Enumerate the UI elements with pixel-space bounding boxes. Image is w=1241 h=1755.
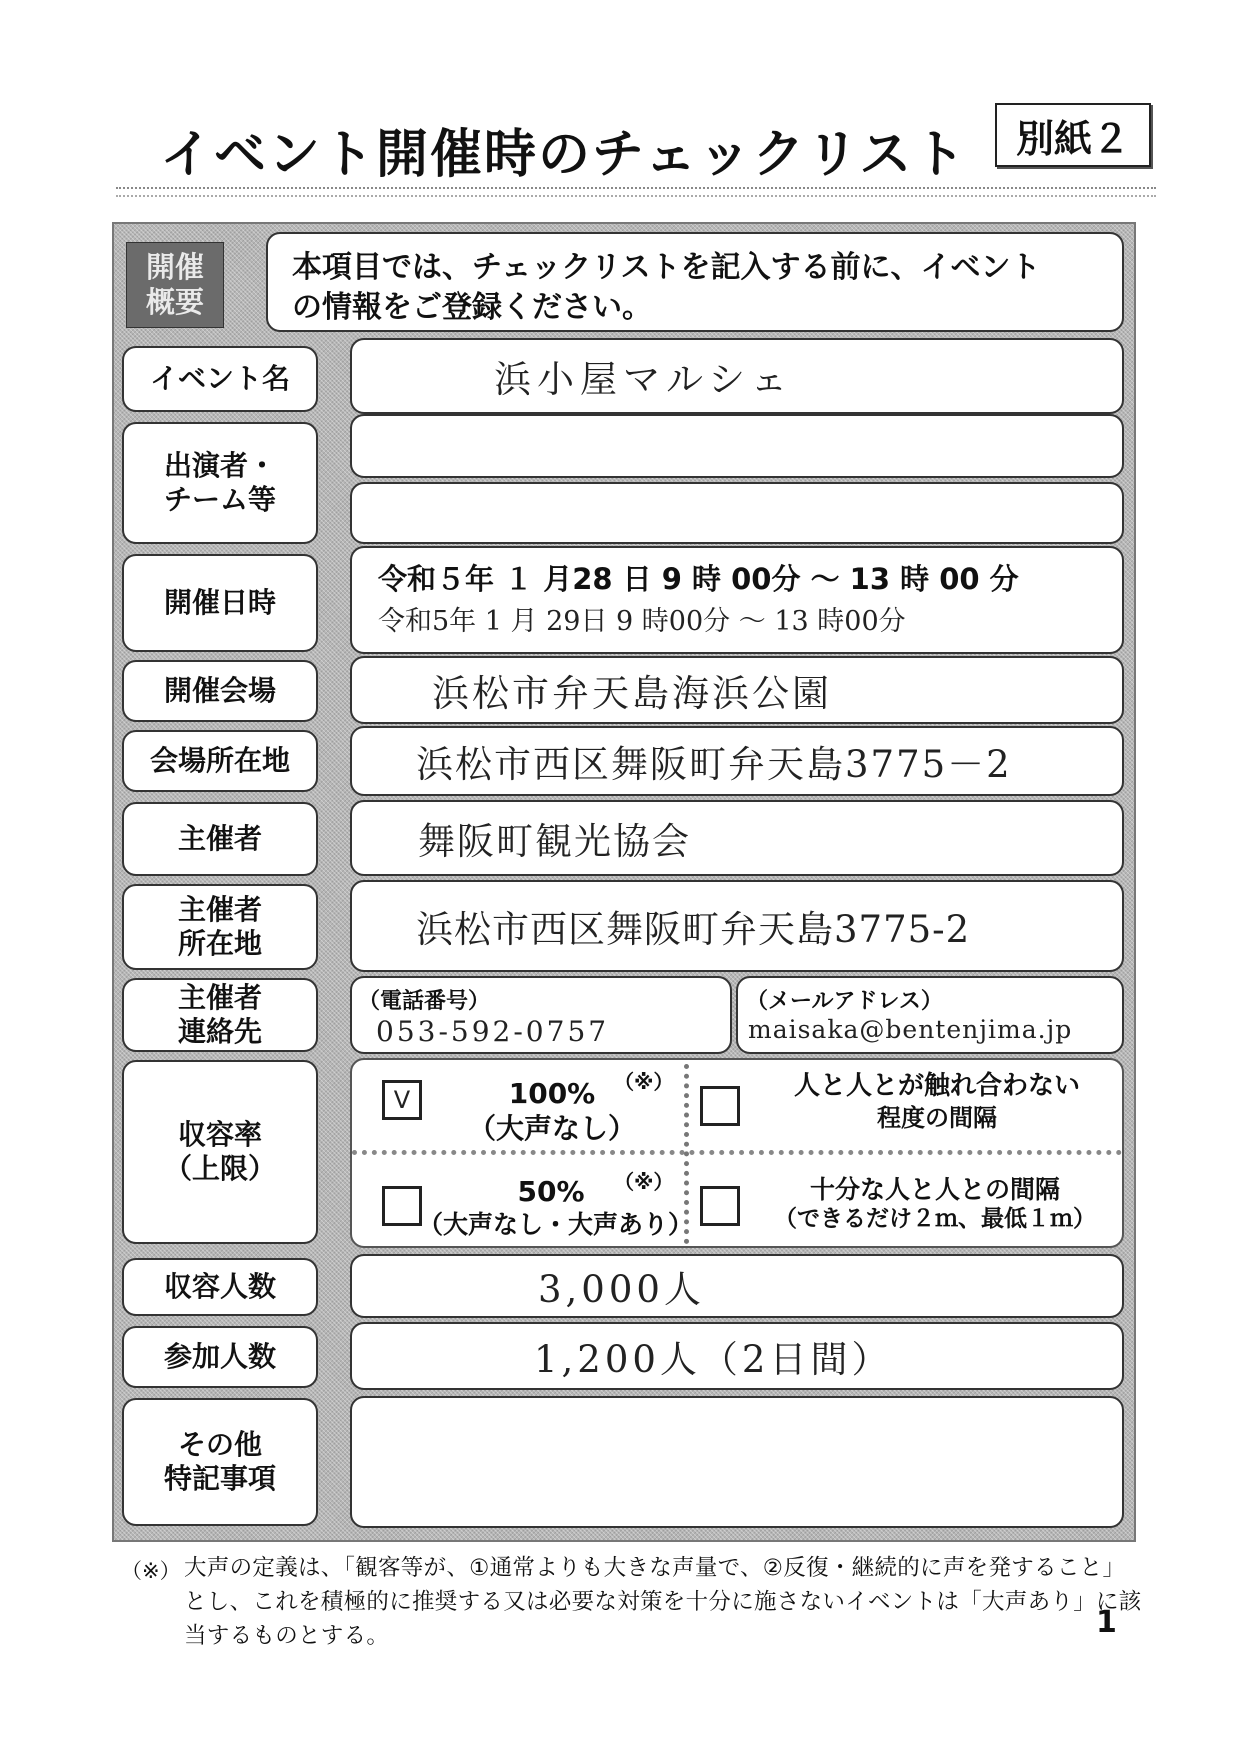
capacity-field[interactable] (350, 1254, 1124, 1318)
organizer-address-label (122, 884, 318, 970)
event-dates-label (122, 554, 318, 652)
contact-email-value: maisaka@bentenjima.jp (748, 1015, 1073, 1044)
capacity-label (122, 1258, 318, 1316)
performers-label-line1: 出演者・ (163, 448, 276, 482)
footnote-text: 大声の定義は、「観客等が、①通常よりも大きな声量で、②反復・継続的に声を発すること」とし、これを積極的に推奨する又は必要な対策を十分に施さないイベントは「大声あり」に該当するものとする。 (184, 1555, 1142, 1649)
option-distance-text (750, 1174, 1120, 1234)
page-number: 1 (1096, 1605, 1117, 1640)
option-50-note-mark: （※） (614, 1170, 674, 1194)
venue-field[interactable] (350, 656, 1124, 724)
overview-tag-line1: 開催 (145, 250, 204, 285)
contact-email-label: （メールアドレス） (746, 989, 943, 1014)
attachment-label: 別紙２ (995, 103, 1151, 167)
performers-field-2[interactable] (350, 482, 1124, 544)
contact-phone-field[interactable] (350, 976, 732, 1054)
overview-instruction (266, 232, 1124, 332)
option-100-check-mark: V (393, 1086, 411, 1114)
option-no-contact-line2: 程度の間隔 (877, 1103, 997, 1132)
option-50-checkbox[interactable] (382, 1186, 422, 1226)
event-dates-line2: 令和5年 1 月 29日 9 時00分 ～ 13 時00分 (378, 605, 906, 637)
other-notes-label-line1: その他 (177, 1427, 262, 1461)
option-100-line1: 100% (508, 1077, 596, 1110)
option-distance-checkbox[interactable] (700, 1186, 740, 1226)
event-dates-label-text: 開催日時 (163, 585, 276, 619)
contact-phone-value: 053-592-0757 (376, 1015, 610, 1048)
participants-field[interactable] (350, 1322, 1124, 1390)
event-dates-field[interactable] (350, 546, 1124, 654)
organizer-label (122, 802, 318, 876)
event-name-value: 浜小屋マルシェ (494, 358, 794, 401)
title-divider (116, 187, 1156, 197)
option-distance-line1: 十分な人と人との間隔 (809, 1175, 1060, 1204)
capacity-rate-label (122, 1060, 318, 1244)
other-notes-field[interactable] (350, 1396, 1124, 1528)
contact-email-field[interactable] (736, 976, 1124, 1054)
capacity-rate-label-line2: （上限） (163, 1152, 276, 1185)
capacity-value: 3,000人 (538, 1268, 705, 1311)
capacity-rate-options (350, 1058, 1124, 1248)
participants-label-text: 参加人数 (163, 1339, 276, 1373)
participants-label (122, 1326, 318, 1388)
contact-phone-label: （電話番号） (358, 989, 491, 1014)
performers-label-line2: チーム等 (163, 483, 276, 516)
capacity-label-text: 収容人数 (163, 1269, 276, 1303)
capacity-rate-label-line1: 収容率 (177, 1117, 262, 1151)
overview-instruction-line1: 本項目では、チェックリストを記入する前に、イベント (292, 250, 1041, 285)
venue-address-label (122, 730, 318, 792)
organizer-label-text: 主催者 (177, 821, 262, 855)
event-name-field[interactable] (350, 338, 1124, 414)
participants-value: 1,200人（2日間） (534, 1338, 893, 1381)
option-no-contact-line1: 人と人とが触れ合わない (793, 1071, 1080, 1101)
performers-label (122, 422, 318, 544)
event-dates-line1: 令和５年 １ 月28 日 9 時 00分 ～ 13 時 00 分 (378, 562, 1019, 596)
organizer-address-label-line1: 主催者 (177, 892, 262, 926)
organizer-value: 舞阪町観光協会 (418, 820, 691, 863)
option-100-checkbox[interactable] (382, 1080, 422, 1120)
performers-field-1[interactable] (350, 414, 1124, 478)
organizer-address-value: 浜松市西区舞阪町弁天島3775-2 (416, 908, 971, 951)
event-name-label (122, 346, 318, 412)
options-divider-horizontal (352, 1150, 1122, 1155)
option-50-line1: 50% (517, 1175, 585, 1208)
organizer-field[interactable] (350, 800, 1124, 876)
event-name-label-text: イベント名 (149, 361, 290, 395)
contact-label (122, 978, 318, 1052)
page-title: イベント開催時のチェックリスト (160, 125, 968, 185)
option-no-contact-checkbox[interactable] (700, 1086, 740, 1126)
other-notes-label-line2: 特記事項 (163, 1462, 276, 1495)
checklist-form (112, 222, 1136, 1542)
venue-address-label-text: 会場所在地 (149, 743, 290, 777)
overview-tag (126, 242, 224, 328)
contact-label-line1: 主催者 (177, 980, 262, 1014)
overview-tag-line2: 概要 (145, 285, 204, 319)
organizer-address-field[interactable] (350, 880, 1124, 972)
option-50-line2: （大声なし・大声あり） (418, 1210, 694, 1239)
organizer-address-label-line2: 所在地 (177, 927, 262, 960)
venue-address-field[interactable] (350, 726, 1124, 796)
footnote-mark: （※） (121, 1559, 181, 1583)
option-100-line2: （大声なし） (467, 1112, 636, 1145)
venue-label (122, 660, 318, 722)
venue-value: 浜松市弁天島海浜公園 (432, 672, 832, 715)
option-100-note-mark: （※） (614, 1070, 674, 1094)
option-distance-line2: （できるだけ２ｍ、最低１ｍ） (774, 1206, 1096, 1233)
other-notes-label (122, 1398, 318, 1526)
option-no-contact-text (754, 1070, 1120, 1133)
contact-label-line2: 連絡先 (177, 1015, 262, 1048)
venue-address-value: 浜松市西区舞阪町弁天島3775－2 (416, 743, 1012, 786)
venue-label-text: 開催会場 (163, 673, 276, 707)
overview-instruction-line2: の情報をご登録ください。 (292, 289, 652, 325)
